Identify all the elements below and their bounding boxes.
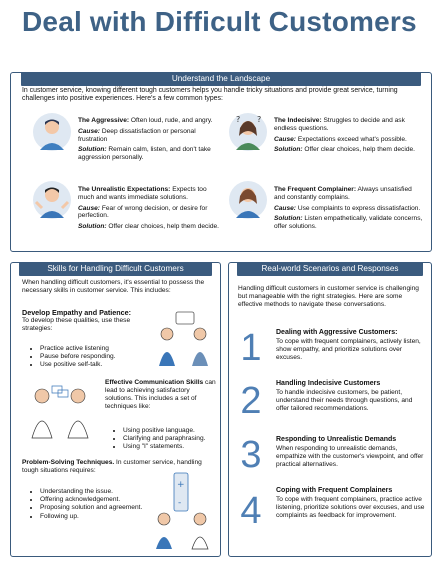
scenario-number: 1: [240, 327, 262, 369]
type-name: The Unrealistic Expectations:: [78, 186, 171, 193]
scenario-item: [276, 487, 426, 519]
list-item: • Proposing solution and agreement.: [40, 504, 160, 512]
scenario-title-suffix: :: [395, 329, 398, 336]
cause-label: Cause:: [78, 204, 100, 212]
type-name: The Indecisive:: [274, 117, 322, 124]
solution-label: Solution:: [78, 146, 107, 154]
skills-header: Skills for Handling Difficult Customers: [19, 262, 212, 276]
type-card-indecisive: [274, 117, 424, 157]
empathy-title: Develop Empathy and Patience:: [22, 308, 132, 317]
skills-intro: When handling difficult customers, it's essential to possess the necessary skills in customer service. This includes:: [22, 279, 205, 294]
type-card-unrealistic: [78, 186, 220, 234]
type-desc: Often loud, rude, and angry.: [130, 117, 213, 124]
list-item: • Pause before responding.: [40, 353, 150, 361]
type-solution: Listen empathetically, validate concerns, offer solutions.: [274, 215, 423, 231]
type-name: The Aggressive:: [78, 117, 130, 124]
communication-block: [105, 379, 217, 411]
solution-label: Solution:: [78, 223, 107, 231]
list-item: • Offering acknowledgement.: [40, 496, 160, 504]
scenario-title: Coping with Frequent Complainers: [276, 487, 393, 494]
aggressive-customer-avatar: [32, 112, 72, 152]
type-solution: Offer clear choices, help them decide.: [304, 146, 415, 154]
scenario-number: 4: [240, 490, 262, 532]
scenario-title: Dealing with Aggressive Customers: [276, 329, 396, 336]
type-solution: Offer clear choices, help them decide.: [108, 223, 219, 231]
solution-label: Solution:: [274, 215, 303, 223]
type-solution: Remain calm, listen, and don't take aggression personally.: [78, 146, 211, 162]
type-card-complainer: [274, 186, 424, 234]
scenario-text: To cope with frequent complainers, actively listen, show empathy, and prioritize solutions over excuses.: [276, 338, 421, 361]
communication-list: [113, 427, 228, 452]
svg-text:+: +: [177, 480, 185, 490]
list-item: • Use positive self-talk.: [40, 361, 150, 369]
list-item: • Following up.: [40, 513, 160, 521]
page-title: Deal with Difficult Customers: [22, 6, 417, 37]
problem-solving-illustration: [150, 467, 216, 551]
list-item: • Using positive language.: [123, 427, 228, 435]
cause-label: Cause:: [78, 127, 100, 135]
scenario-item: [276, 436, 426, 468]
problem-text: In customer service, handling tough situations requires:: [22, 459, 202, 474]
scenario-item: [276, 329, 426, 361]
landscape-header: Understand the Landscape: [21, 72, 421, 86]
communication-illustration: [22, 378, 100, 454]
svg-text:-: -: [178, 498, 182, 508]
landscape-intro: In customer service, knowing different tough customers helps you handle tricky situations and provide great service, turning challenges into positive experiences. Here's a few common types:: [22, 87, 398, 103]
problem-title: Problem-Solving Techniques.: [22, 459, 115, 466]
scenarios-header: Real-world Scenarios and Responses: [237, 262, 423, 276]
cause-label: Cause:: [274, 135, 296, 143]
indecisive-customer-avatar: [228, 112, 268, 152]
scenario-text: To cope with frequent complainers, practice active listening, prioritize solutions over excuses, and use complaints as feedback for improvement.: [276, 496, 425, 519]
scenario-text: When responding to unrealistic demands, empathize with the customer's viewpoint, and offer practical alternatives.: [276, 445, 424, 468]
type-desc: Expects too much and wants immediate solutions.: [78, 186, 207, 201]
type-cause: Fear of wrong decision, or desire for perfection.: [78, 204, 208, 220]
type-cause: Expectations exceed what's possible.: [297, 135, 407, 143]
scenario-title: Handling Indecisive Customers: [276, 380, 381, 387]
solution-label: Solution:: [274, 146, 303, 154]
scenario-text: To handle indecisive customers, be patient, understand their needs through questions, and offer tailored recommendations.: [276, 389, 413, 412]
scenario-number: 3: [240, 434, 262, 476]
type-card-aggressive: [78, 117, 220, 165]
svg-text:?: ?: [257, 115, 262, 124]
empathy-list: [30, 345, 150, 370]
list-item: • Using "I" statements.: [123, 443, 228, 451]
list-item: • Clarifying and paraphrasing.: [123, 435, 228, 443]
scenario-number: 2: [240, 380, 262, 422]
list-item: • Practice active listening: [40, 345, 150, 353]
type-desc: Always unsatisfied and constantly complains.: [274, 186, 412, 201]
type-cause: Use complaints to express dissatisfaction.: [297, 204, 421, 212]
scenario-title: Responding to Unrealistic Demands: [276, 436, 397, 443]
empathy-illustration: [150, 308, 216, 368]
problem-list: [30, 488, 160, 521]
scenario-item: [276, 380, 426, 412]
type-desc: Struggles to decide and ask endless questions.: [274, 117, 405, 132]
list-item: • Understanding the issue.: [40, 488, 160, 496]
type-cause: Deep dissatisfaction or personal frustration: [78, 127, 196, 143]
empathy-text: To develop these qualities, use these strategies:: [22, 317, 131, 332]
communication-title: Effective Communication Skills: [105, 379, 204, 386]
frequent-complainer-avatar: [228, 180, 268, 220]
scenarios-intro: Handling difficult customers in customer service is challenging but manageable with the right strategies. Here are some effective methods to navigate these conversations.: [238, 285, 419, 308]
type-name: The Frequent Complainer:: [274, 186, 357, 193]
svg-text:?: ?: [236, 115, 241, 124]
unrealistic-customer-avatar: [32, 180, 72, 220]
cause-label: Cause:: [274, 204, 296, 212]
communication-text: can lead to achieving satisfactory solutions. This includes a set of techniques like:: [105, 379, 216, 410]
